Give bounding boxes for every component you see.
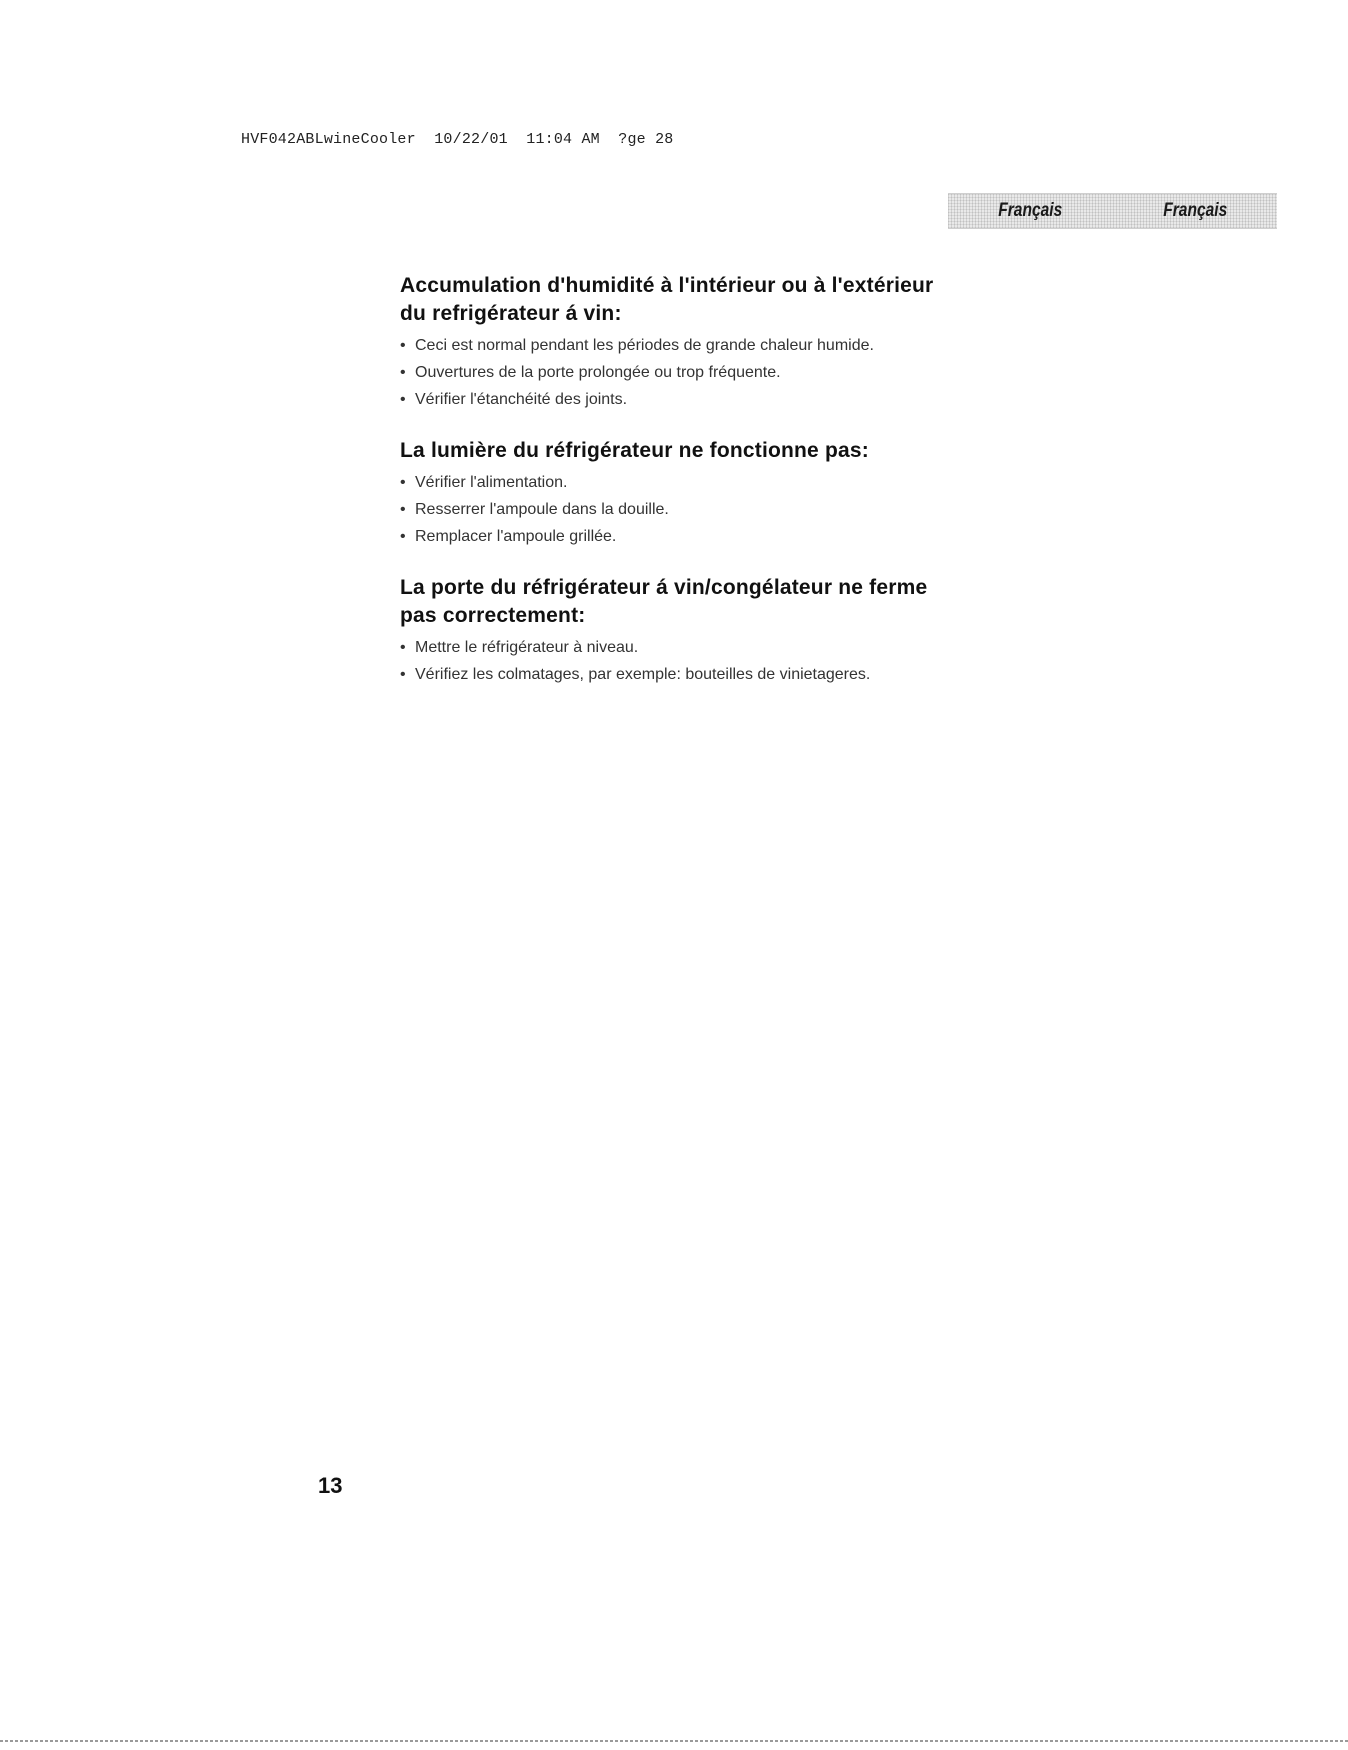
list-item-text: Vérifiez les colmatages, par exemple: bouteilles de vinietageres. xyxy=(415,666,871,683)
section-heading xyxy=(400,437,1080,465)
list-item-text: Ouvertures de la porte prolongée ou trop fréquente. xyxy=(415,364,781,381)
list-item-text: Remplacer l'ampoule grillée. xyxy=(415,528,617,545)
list-item-text: Resserrer l'ampoule dans la douille. xyxy=(415,501,669,518)
list-item-text: Ceci est normal pendant les périodes de grande chaleur humide. xyxy=(415,337,874,354)
section-heading xyxy=(400,574,1080,630)
page-number: 13 xyxy=(318,1473,343,1498)
bullet-icon: • xyxy=(400,391,406,408)
list-item-text: Mettre le réfrigérateur à niveau. xyxy=(415,639,639,656)
heading-line: Accumulation d'humidité à l'intérieur ou à l'extérieur xyxy=(400,274,934,297)
bullet-icon: • xyxy=(400,364,406,381)
language-banner xyxy=(948,193,1277,229)
heading-line: pas correctement: xyxy=(400,604,586,627)
bullet-icon: • xyxy=(400,501,406,518)
bullet-list xyxy=(400,634,1080,688)
list-item-text: Vérifier l'étanchéité des joints. xyxy=(415,391,628,408)
print-header: HVF042ABLwineCooler 10/22/01 11:04 AM ?ge 28 xyxy=(241,131,674,148)
bullet-icon: • xyxy=(400,666,406,683)
bottom-divider xyxy=(0,1740,1348,1742)
bullet-icon: • xyxy=(400,474,406,491)
list-item xyxy=(400,496,1080,523)
language-label: Français xyxy=(998,200,1063,221)
list-item-text: Vérifier l'alimentation. xyxy=(415,474,568,491)
section-door xyxy=(400,574,1080,688)
list-item xyxy=(400,661,1080,688)
heading-line: La porte du réfrigérateur á vin/congélateur ne ferme xyxy=(400,576,928,599)
list-item xyxy=(400,386,1080,413)
bullet-list xyxy=(400,469,1080,550)
list-item xyxy=(400,523,1080,550)
list-item xyxy=(400,469,1080,496)
section-heading xyxy=(400,272,1080,328)
section-light xyxy=(400,437,1080,550)
bullet-icon: • xyxy=(400,639,406,656)
bullet-icon: • xyxy=(400,528,406,545)
heading-line: du refrigérateur á vin: xyxy=(400,302,622,325)
troubleshooting-content xyxy=(400,272,1080,712)
bullet-list xyxy=(400,332,1080,413)
language-label: Français xyxy=(1162,200,1227,221)
section-humidity xyxy=(400,272,1080,413)
heading-line: La lumière du réfrigérateur ne fonctionne pas: xyxy=(400,439,869,462)
list-item xyxy=(400,359,1080,386)
bullet-icon: • xyxy=(400,337,406,354)
list-item xyxy=(400,332,1080,359)
list-item xyxy=(400,634,1080,661)
